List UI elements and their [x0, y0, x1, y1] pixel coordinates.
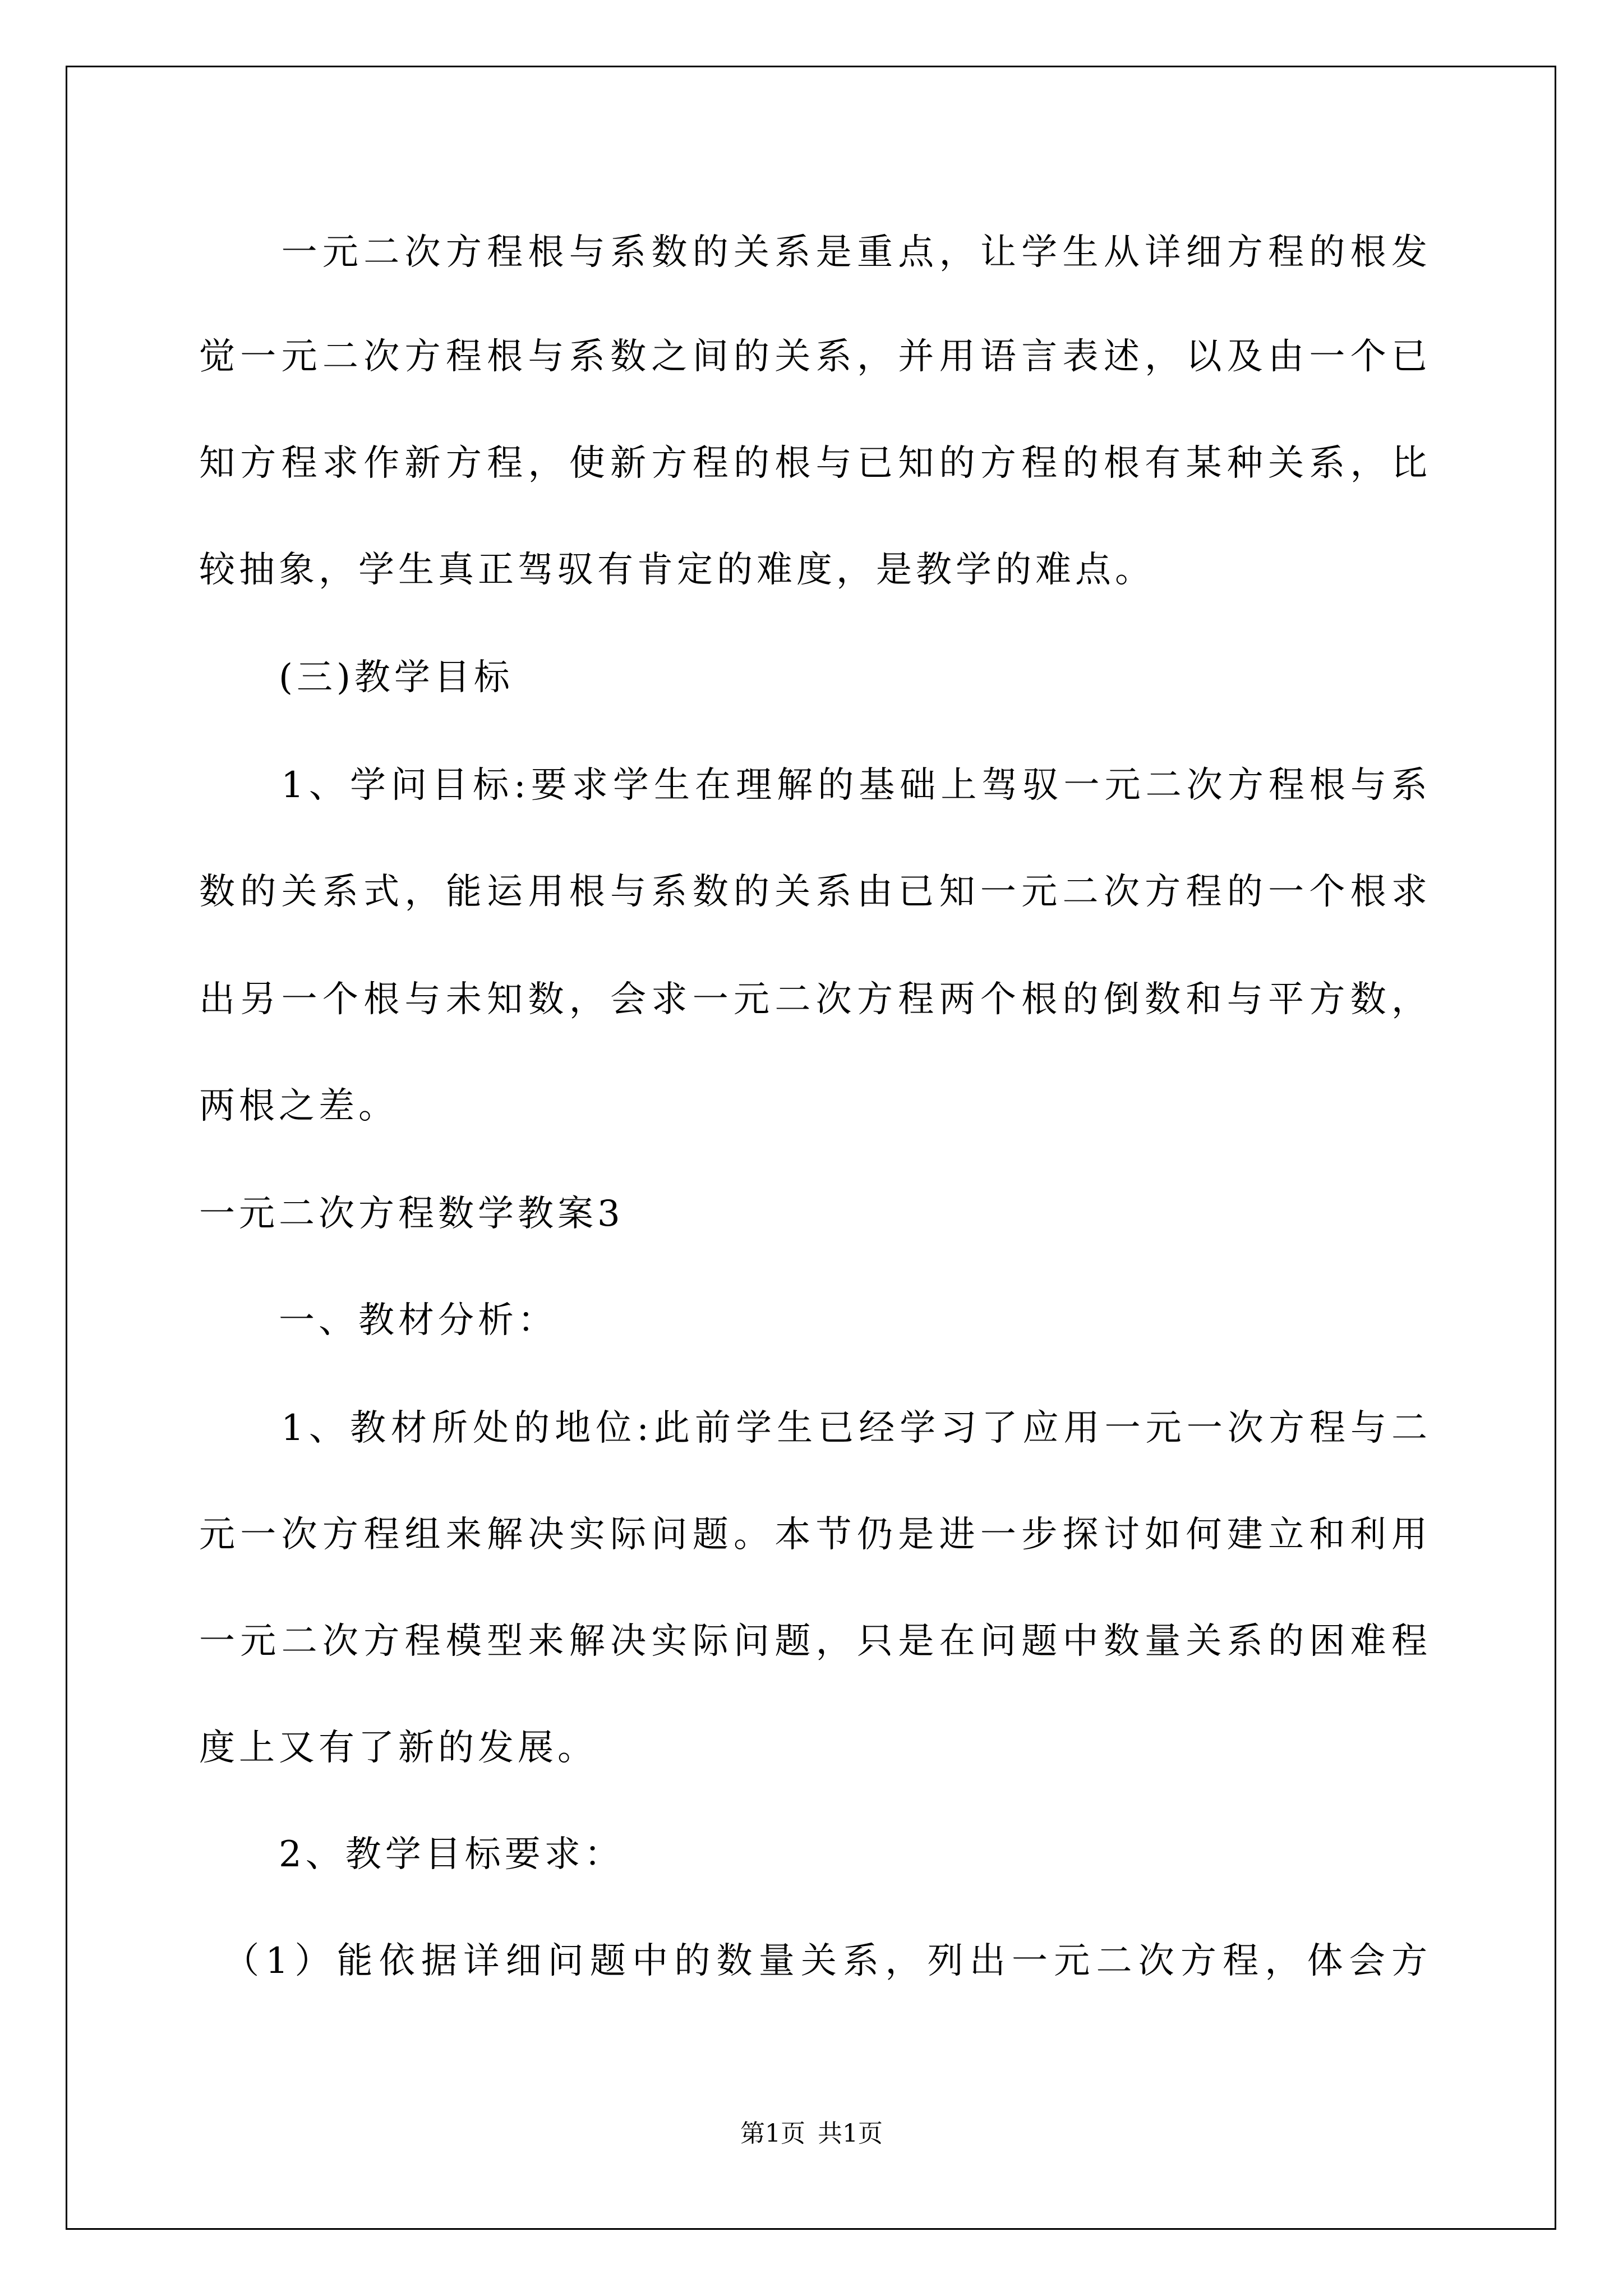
text-line-13: 元一次方程组来解决实际问题。本节仍是进一步探讨如何建立和利用 [199, 1514, 1427, 1556]
text-line-3: 知方程求作新方程，使新方程的根与已知的方程的根有某种关系，比 [199, 443, 1427, 484]
text-line-1: 一元二次方程根与系数的关系是重点，让学生从详细方程的根发 [199, 232, 1427, 273]
text-line-4: 较抽象，学生真正驾驭有肯定的难度，是教学的难点。 [199, 549, 1155, 591]
text-line-7: 数的关系式，能运用根与系数的关系由已知一元二次方程的一个根求 [199, 871, 1427, 913]
text-line-17: （1）能依据详细问题中的数量关系，列出一元二次方程，体会方 [199, 1940, 1427, 1982]
text-line-15: 度上又有了新的发展。 [199, 1727, 597, 1769]
text-line-9: 两根之差。 [199, 1085, 398, 1127]
text-line-2: 觉一元二次方程根与系数之间的关系，并用语言表述，以及由一个已 [199, 336, 1427, 378]
section-heading-goals: 2、教学目标要求： [199, 1834, 624, 1875]
section-heading-objectives: (三)教学目标 [199, 657, 514, 698]
text-line-12: 1、教材所处的地位:此前学生已经学习了应用一元一次方程与二 [199, 1407, 1427, 1449]
page-number-current: 第1页 [740, 2119, 805, 2148]
section-heading-analysis: 一、教材分析： [199, 1300, 557, 1341]
page-border [66, 66, 1556, 2230]
text-line-8: 出另一个根与未知数，会求一元二次方程两个根的倒数和与平方数， [199, 979, 1427, 1020]
text-line-14: 一元二次方程模型来解决实际问题，只是在问题中数量关系的困难程 [199, 1621, 1427, 1662]
document-heading: 一元二次方程数学教案3 [199, 1193, 624, 1235]
text-line-6: 1、学问目标:要求学生在理解的基础上驾驭一元二次方程根与系 [199, 765, 1427, 806]
page-number-total: 共1页 [818, 2119, 883, 2148]
page-footer [0, 2117, 1623, 2151]
